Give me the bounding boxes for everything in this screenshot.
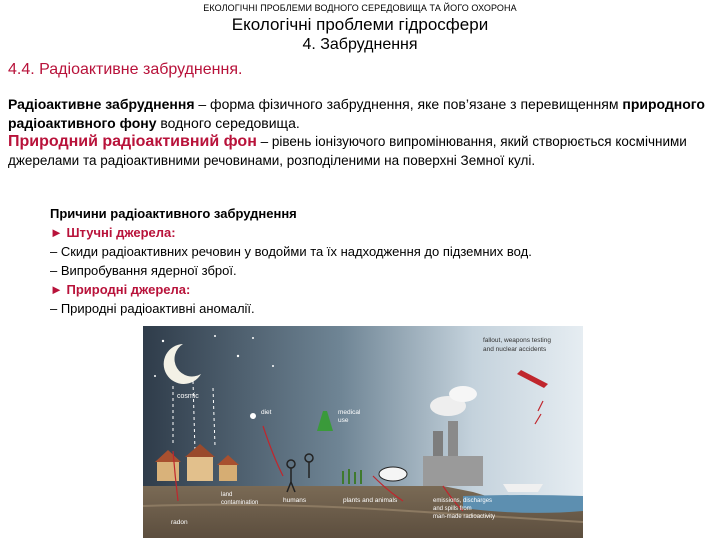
definition-term: Радіоактивне забруднення [8,96,195,112]
label-radon: radon [171,519,188,526]
radiation-sources-illustration [143,326,583,538]
label-emissions-2: and spills from [433,506,472,512]
background-text: – рівень іонізуючого випромінювання, який створюється космічними джерелами та радіоактивними речовинами, розподіленими на поверхні Земної кулі. [8,134,687,168]
definition-text-2: водного середовища. [156,115,300,131]
label-land-1: land [221,492,233,498]
definition-paragraph [8,95,718,133]
header-top-line: ЕКОЛОГІЧНІ ПРОБЛЕМИ ВОДНОГО СЕРЕДОВИЩА ТА ЙОГО ОХОРОНА [203,3,517,13]
diet-icon [250,413,256,419]
label-land-2: contamination [221,500,259,506]
definition-bold-phrase: природного радіоактивного фону [8,96,705,131]
causes-list [50,204,532,318]
label-medical: medical [338,409,361,416]
ship-icon [503,484,543,492]
artificial-sources-label: ► Штучні джерела: [50,225,176,240]
label-cosmic: cosmic [177,393,199,400]
cow-icon [379,467,407,481]
background-term: Природний радіоактивний фон [8,133,257,150]
label-plants: plants and animals [343,497,398,504]
page-subtitle: 4. Забруднення [302,36,418,53]
background-paragraph [8,132,720,170]
natural-item: – Природні радіоактивні аномалії. [50,301,255,316]
label-diet: diet [261,409,272,416]
section-heading: 4.4. Радіоактивне забруднення. [8,61,243,78]
label-emissions-3: man-made radioactivity [433,514,496,520]
label-emissions-1: emissions, discharges [433,498,493,504]
label-humans: humans [283,497,307,504]
label-medical-2: use [338,417,349,424]
definition-text-1: – форма фізичного забруднення, яке пов’язане з перевищенням [194,96,623,112]
causes-title: Причини радіоактивного забруднення [50,206,297,221]
artificial-item: – Скиди радіоактивних речовин у водойми та їх надходження до підземних вод. [50,244,532,259]
label-fallout-2: and nuclear accidents [483,346,547,353]
artificial-item: – Випробування ядерної зброї. [50,263,237,278]
natural-sources-label: ► Природні джерела: [50,282,191,297]
label-fallout-1: fallout, weapons testing [483,337,551,344]
page-title: Екологічні проблеми гідросфери [231,15,489,34]
